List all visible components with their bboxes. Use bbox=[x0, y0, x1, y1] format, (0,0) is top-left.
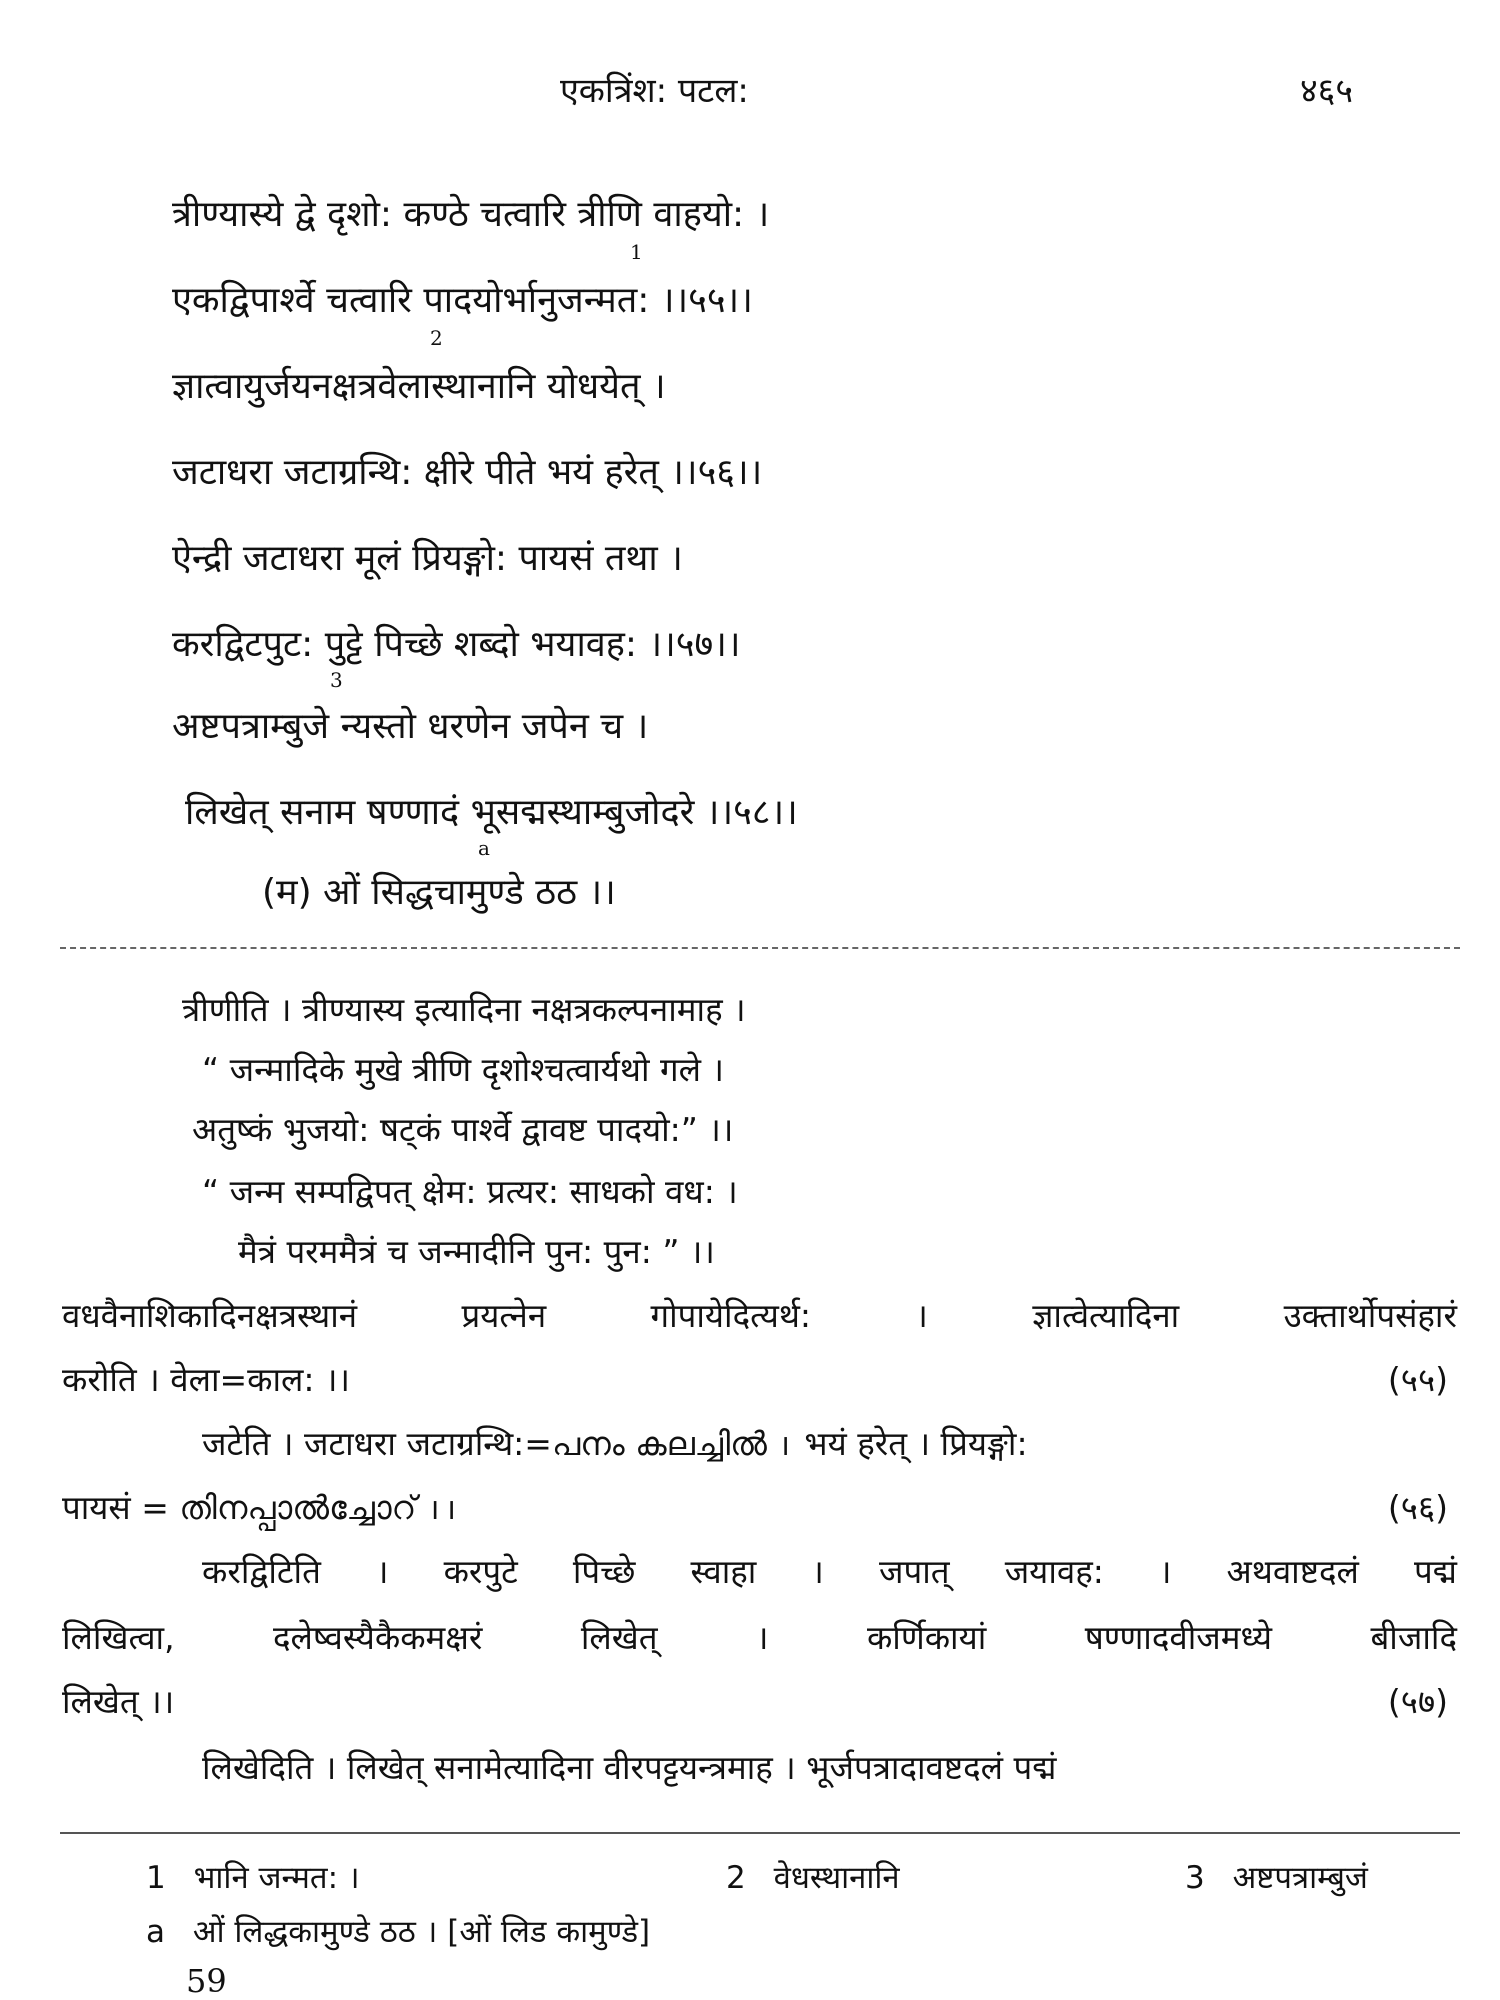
quote-line: अतुष्कं भुजयो: षट्कं पार्श्वे द्वावष्ट पादयो:” ।। bbox=[192, 1110, 734, 1149]
mantra-line: (म) ओं सिद्धचामुण्डे ठठ ।। bbox=[262, 872, 616, 913]
word: गोपायेदित्यर्थ: bbox=[650, 1296, 812, 1335]
footnote-text: भानि जन्मत: । bbox=[193, 1860, 360, 1896]
verse-number: (५५) bbox=[1387, 1360, 1448, 1399]
verse-line: त्रीण्यास्ये द्वे दृशो: कण्ठे चत्वारि त्रीणि वाहयो: । bbox=[172, 194, 770, 235]
quote-line: मैत्रं परममैत्रं च जन्मादीनि पुन: पुन: ” ।। bbox=[238, 1232, 715, 1271]
footnote-mark: 1 bbox=[630, 240, 643, 264]
commentary-line: लिखेत् ।। bbox=[62, 1682, 175, 1721]
commentary-justified-line bbox=[62, 1614, 1457, 1659]
word: जपात् bbox=[879, 1552, 950, 1591]
section-divider bbox=[60, 947, 1460, 949]
commentary-line: करोति । वेला=काल: ।। bbox=[62, 1360, 351, 1399]
verse-number: (५६) bbox=[1387, 1488, 1448, 1527]
footnote-number: a bbox=[146, 1914, 165, 1950]
footnote bbox=[1185, 1856, 1368, 1898]
verse-number: (५७) bbox=[1387, 1682, 1448, 1721]
verse-line: ज्ञात्वायुर्जयनक्षत्रवेलास्थानानि योधयेत् । bbox=[172, 366, 666, 407]
commentary-line: त्रीणीति । त्रीण्यास्य इत्यादिना नक्षत्रकल्पनामाह । bbox=[182, 990, 746, 1029]
footnote bbox=[726, 1856, 900, 1898]
word: । bbox=[1158, 1552, 1172, 1591]
word: पद्मं bbox=[1413, 1552, 1457, 1591]
footnote-text: अष्टपत्राम्बुजं bbox=[1232, 1860, 1368, 1896]
footnote bbox=[146, 1856, 360, 1898]
verse-line: करद्विटपुट: पुट्टे पिच्छे शब्दो भयावह: ।।५७।। bbox=[172, 624, 741, 665]
word: वधवैनाशिकादिनक्षत्रस्थानं bbox=[62, 1296, 358, 1335]
footnote-number: 2 bbox=[726, 1860, 746, 1896]
word: करपुटे bbox=[443, 1552, 518, 1591]
commentary-line: पायसं = തിനപ്പാൽച്ചോറ് ।। bbox=[62, 1488, 460, 1527]
footnote-number: 1 bbox=[146, 1860, 166, 1896]
footnote-number: 3 bbox=[1185, 1860, 1205, 1896]
signature-mark: 59 bbox=[186, 1962, 227, 2000]
verse-line: ऐन्द्री जटाधरा मूलं प्रियङ्गो: पायसं तथा । bbox=[172, 538, 683, 579]
footnote-mark: 2 bbox=[430, 326, 443, 350]
footnote-mark: 3 bbox=[330, 668, 343, 692]
word: अथवाष्टदलं bbox=[1226, 1552, 1359, 1591]
word: लिखेत् bbox=[580, 1618, 658, 1657]
commentary-justified-line bbox=[202, 1548, 1457, 1593]
footnote-text: ओं लिद्धकामुण्डे ठठ । [ओं लिड कामुण्डे] bbox=[192, 1914, 651, 1950]
word: बीजादि bbox=[1370, 1618, 1457, 1657]
quote-line: “ जन्म सम्पद्विपत् क्षेम: प्रत्यर: साधको वध: । bbox=[202, 1172, 738, 1211]
word: । bbox=[756, 1618, 769, 1657]
commentary-line: जटेति । जटाधरा जटाग्रन्थि:=പനം കലച്ചിൽ । भयं हरेत् । प्रियङ्गो: bbox=[202, 1424, 1028, 1463]
verse-line: लिखेत् सनाम षण्णादं भूसद्मस्थाम्बुजोदरे ।।५८।। bbox=[185, 792, 798, 833]
verse-line: एकद्विपार्श्वे चत्वारि पादयोर्भानुजन्मत: ।।५५।। bbox=[172, 280, 753, 321]
chapter-title: एकत्रिंश: पटल: bbox=[560, 71, 749, 111]
word: दलेष्वस्यैकैकमक्षरं bbox=[273, 1618, 483, 1657]
word: उक्तार्थोपसंहारं bbox=[1283, 1296, 1457, 1335]
commentary-line: लिखेदिति । लिखेत् सनामेत्यादिना वीरपट्टयन्त्रमाह । भूर्जपत्रादावष्टदलं पद्मं bbox=[202, 1748, 1057, 1787]
word: पिच्छे bbox=[572, 1552, 636, 1591]
word: जयावह: bbox=[1004, 1552, 1104, 1591]
word: कर्णिकायां bbox=[866, 1618, 987, 1657]
verse-line: अष्टपत्राम्बुजे न्यस्तो धरणेन जपेन च । bbox=[172, 706, 649, 747]
word: प्रयत्नेन bbox=[461, 1296, 547, 1335]
word: स्वाहा bbox=[690, 1552, 757, 1591]
footnote-divider bbox=[60, 1832, 1460, 1834]
verse-line: जटाधरा जटाग्रन्थि: क्षीरे पीते भयं हरेत् ।।५६।। bbox=[172, 452, 763, 493]
word: । bbox=[375, 1552, 389, 1591]
footnote-mark: a bbox=[478, 836, 490, 860]
word: षण्णादवीजमध्ये bbox=[1084, 1618, 1273, 1657]
quote-line: “ जन्मादिके मुखे त्रीणि दृशोश्चत्वार्यथो गले । bbox=[202, 1050, 724, 1089]
word: । bbox=[915, 1296, 928, 1335]
word: ज्ञात्वेत्यादिना bbox=[1032, 1296, 1180, 1335]
footnote bbox=[146, 1910, 650, 1952]
footnote-text: वेधस्थानानि bbox=[773, 1860, 900, 1896]
word: करद्विटिति bbox=[202, 1552, 321, 1591]
page-number: ४६५ bbox=[1300, 71, 1354, 111]
word: । bbox=[811, 1552, 824, 1591]
commentary-justified-line bbox=[62, 1292, 1457, 1337]
word: लिखित्वा, bbox=[62, 1618, 175, 1657]
